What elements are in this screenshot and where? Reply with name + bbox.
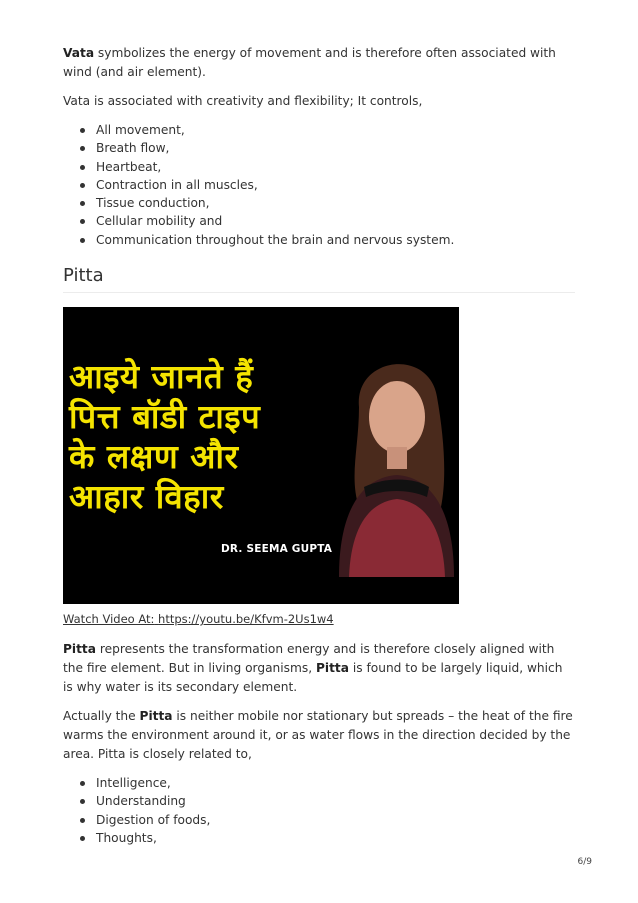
bullet-icon (80, 818, 85, 823)
presenter-portrait (329, 337, 459, 577)
list-item: Intelligence, (63, 774, 575, 792)
bullet-icon (80, 219, 85, 224)
video-link[interactable]: Watch Video At: https://youtu.be/Kfvm-2Us1w4 (63, 612, 334, 627)
video-thumbnail[interactable] (63, 307, 459, 604)
video-credit: DR. SEEMA GUPTA (221, 543, 333, 556)
list-item: Tissue conduction, (63, 194, 575, 212)
bullet-icon (80, 146, 85, 151)
vata-list (63, 121, 575, 249)
list-item: Cellular mobility and (63, 212, 575, 230)
bullet-icon (80, 165, 85, 170)
pitta-detail-paragraph: Actually the Pitta is neither mobile nor stationary but spreads – the heat of the fire warms the environment around it, or as water flows in the direction decided by the area. Pitta is closely related to, (63, 709, 573, 762)
bullet-icon (80, 799, 85, 804)
list-item: Digestion of foods, (63, 811, 575, 829)
pitta-heading: Pitta (63, 265, 575, 293)
list-item: Contraction in all muscles, (63, 176, 575, 194)
page-number: 6/9 (577, 857, 592, 867)
vata-intro-paragraph: Vata symbolizes the energy of movement and is therefore often associated with wind (and air element). (63, 46, 556, 79)
list-item: Thoughts, (63, 829, 575, 847)
bullet-icon (80, 781, 85, 786)
bullet-icon (80, 128, 85, 133)
bullet-icon (80, 183, 85, 188)
pitta-list (63, 774, 575, 847)
vata-term: Vata (63, 46, 95, 60)
bullet-icon (80, 836, 85, 841)
list-item: Communication throughout the brain and nervous system. (63, 231, 575, 249)
pitta-intro-paragraph: Pitta represents the transformation energy and is therefore closely aligned with the fire element. But in living organisms, Pitta is found to be largely liquid, which is why water is its secondary element. (63, 642, 563, 695)
list-item: Understanding (63, 792, 575, 810)
vata-controls-paragraph: Vata is associated with creativity and flexibility; It controls, (63, 94, 423, 108)
list-item: Breath flow, (63, 139, 575, 157)
list-item: All movement, (63, 121, 575, 139)
document-page (63, 44, 575, 857)
video-title-text: आइये जानते हैं पित्त बॉडी टाइप के लक्षण और आहार विहार (69, 357, 261, 517)
bullet-icon (80, 201, 85, 206)
list-item: Heartbeat, (63, 158, 575, 176)
bullet-icon (80, 238, 85, 243)
